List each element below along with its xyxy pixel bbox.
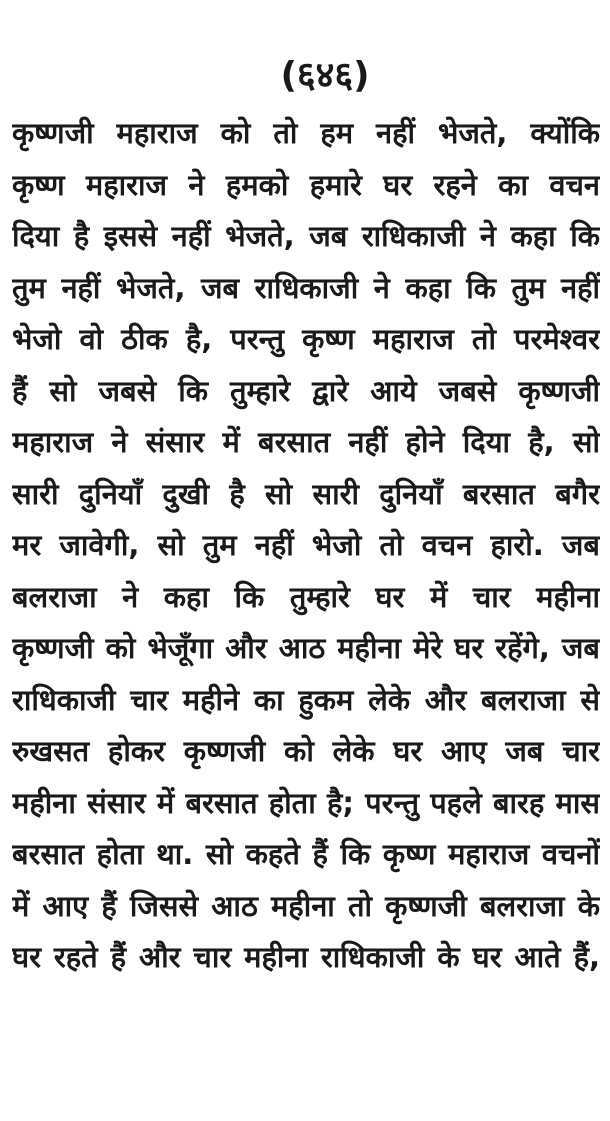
text-line: मर जावेगी, सो तुम नहीं भेजो तो वचन हारो. जब [12,528,600,562]
text-line: रुखसत होकर कृष्णजी को लेके घर आए जब चार [12,734,600,768]
text-line: बरसात होता था. सो कहते हैं कि कृष्ण महाराज वचनों [12,837,600,871]
text-line: दिया है इससे नहीं भेजते, जब राधिकाजी ने कहा कि [12,219,600,253]
text-line: तुम नहीं भेजते, जब राधिकाजी ने कहा कि तुम नहीं [12,270,600,305]
text-line: में आए हैं जिससे आठ महीना तो कृष्णजी बलराजा के [12,888,600,923]
text-line: सारी दुनियाँ दुखी है सो सारी दुनियाँ बरसात बगैर [12,476,600,511]
text-line: कृष्णजी महाराज को तो हम नहीं भेजते, क्योंकि [12,116,600,150]
text-line: कृष्णजी को भेजूँगा और आठ महीना मेरे घर रहेंगे, जब [12,631,600,665]
text-line: राधिकाजी चार महीने का हुकम लेके और बलराजा से [12,682,600,717]
text-line: कृष्ण महाराज ने हमको हमारे घर रहने का वचन [12,167,600,202]
text-line: महीना संसार में बरसात होता है; परन्तु पहले बारह मास [12,785,600,820]
text-line: महाराज ने संसार में बरसात नहीं होने दिया है, सो [12,425,600,459]
page-number: (६४६) [280,55,370,96]
text-line: घर रहते हैं और चार महीना राधिकाजी के घर आते हैं, [12,940,600,974]
text-line: भेजो वो ठीक है, परन्तु कृष्ण महाराज तो परमेश्वर [12,322,600,356]
body-text [12,108,600,984]
text-line: हैं सो जबसे कि तुम्हारे द्वारे आये जबसे कृष्णजी [12,373,600,408]
text-line: बलराजा ने कहा कि तुम्हारे घर में चार महीना [12,579,600,614]
